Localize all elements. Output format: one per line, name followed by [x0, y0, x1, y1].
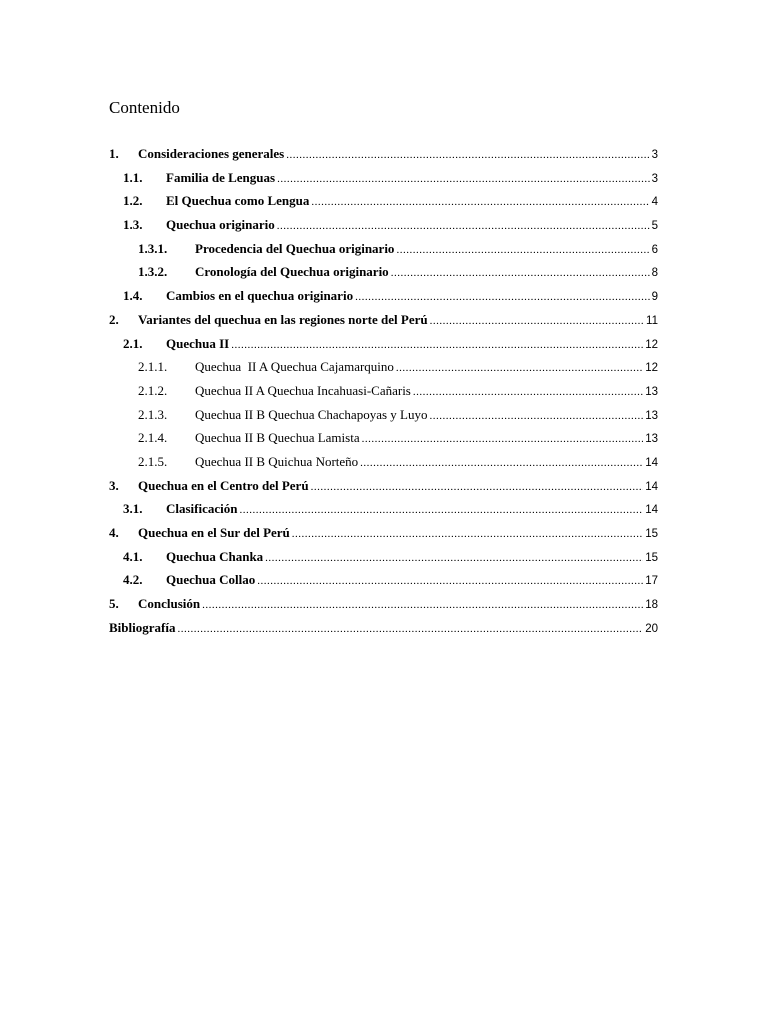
- toc-entry-page: 12: [645, 362, 658, 375]
- toc-entry[interactable]: [109, 193, 658, 217]
- toc-leader-dots: [311, 196, 649, 208]
- toc-entry-number: 1.3.1.: [138, 240, 168, 256]
- toc-entry-number: 2.1.: [123, 335, 143, 351]
- toc-entry-number: 2.1.4.: [138, 430, 168, 446]
- toc-leader-dots: [177, 623, 643, 635]
- toc-entry-page: 20: [645, 622, 658, 635]
- toc-entry-page: 17: [645, 575, 658, 588]
- toc-entry-page: 14: [645, 504, 658, 517]
- toc-entry-number: 1.2.: [123, 193, 143, 209]
- toc-entry-number: 3.1.: [123, 501, 143, 517]
- toc-entry-title: Quechua II B Quichua Norteño: [195, 453, 359, 469]
- toc-entry-title: Quechua II A Quechua Cajamarquino: [195, 359, 394, 375]
- toc-entry-page: 13: [645, 409, 658, 422]
- toc-entry-title: Clasificación: [166, 501, 238, 517]
- toc-entry-number: 4.: [109, 525, 119, 540]
- toc-leader-dots: [360, 457, 643, 469]
- toc-entry-title: Consideraciones generales: [138, 146, 285, 161]
- toc-entry[interactable]: [109, 217, 658, 241]
- toc-entry-number: 1.1.: [123, 169, 143, 185]
- toc-entry-title: Quechua II B Quechua Chachapoyas y Luyo: [195, 406, 428, 422]
- toc-entry-number: 1.: [109, 146, 119, 161]
- toc-leader-dots: [277, 220, 650, 232]
- toc-leader-dots: [292, 528, 643, 540]
- toc-entry[interactable]: [109, 454, 658, 478]
- toc-entry-title: Bibliografía: [109, 619, 176, 635]
- toc-leader-dots: [265, 552, 643, 564]
- toc-entry[interactable]: [109, 383, 658, 407]
- toc-entry-page: 4: [651, 196, 658, 209]
- toc-entry-page: 5: [651, 220, 658, 233]
- toc-entry-number: 3.: [109, 477, 119, 493]
- toc-entry-number: 4.1.: [123, 548, 143, 564]
- toc-entry-page: 14: [645, 456, 658, 469]
- toc-leader-dots: [429, 410, 643, 422]
- toc-entry-number: 1.3.: [123, 217, 143, 233]
- toc-entry[interactable]: [109, 312, 658, 336]
- toc-entry-title: Procedencia del Quechua originario: [195, 240, 395, 256]
- toc-entry[interactable]: [109, 525, 658, 549]
- toc-title: Contenido: [109, 98, 180, 117]
- toc-entry-number: 2.1.5.: [138, 453, 168, 469]
- toc-entry-page: 11: [646, 314, 658, 327]
- toc-entry-title: Quechua Chanka: [166, 548, 264, 564]
- toc-entry[interactable]: [109, 572, 658, 596]
- toc-entry[interactable]: [109, 146, 658, 170]
- toc-entry[interactable]: [109, 478, 658, 502]
- toc-entry-title: Quechua Collao: [166, 572, 256, 588]
- toc-entry-title: El Quechua como Lengua: [166, 193, 310, 209]
- toc-entry-title: Cambios en el quechua originario: [166, 288, 354, 304]
- toc-entry[interactable]: [109, 241, 658, 265]
- toc-leader-dots: [396, 362, 643, 374]
- toc-entry[interactable]: [109, 430, 658, 454]
- toc-leader-dots: [391, 267, 650, 279]
- toc-entry[interactable]: [109, 620, 658, 644]
- toc-entry-title: Familia de Lenguas: [166, 169, 276, 185]
- toc-entry-title: Quechua II: [166, 335, 230, 351]
- toc-leader-dots: [257, 575, 643, 587]
- toc-entry-title: Quechua II A Quechua Incahuasi-Cañaris: [195, 382, 411, 398]
- toc-entry-page: 12: [645, 338, 658, 351]
- toc-leader-dots: [430, 315, 644, 327]
- toc-entry[interactable]: [109, 264, 658, 288]
- toc-entry-title: Quechua originario: [166, 217, 275, 233]
- toc-leader-dots: [240, 504, 644, 516]
- toc-leader-dots: [396, 244, 649, 256]
- toc-entry-title: Quechua II B Quechua Lamista: [195, 430, 360, 446]
- toc-entry[interactable]: [109, 549, 658, 573]
- toc-entry-number: 1.3.2.: [138, 264, 168, 280]
- table-of-contents: [109, 146, 658, 643]
- toc-entry-number: 2.1.1.: [138, 359, 168, 375]
- toc-leader-dots: [231, 339, 643, 351]
- toc-entry[interactable]: [109, 170, 658, 194]
- toc-entry[interactable]: [109, 288, 658, 312]
- toc-entry-title: Variantes del quechua en las regiones norte del Perú: [138, 311, 428, 327]
- toc-entry[interactable]: [109, 336, 658, 360]
- toc-entry-title: Cronología del Quechua originario: [195, 264, 389, 280]
- toc-entry-page: 3: [651, 149, 658, 161]
- toc-entry-page: 15: [645, 551, 658, 564]
- toc-leader-dots: [277, 173, 650, 185]
- toc-entry-page: 9: [651, 291, 658, 304]
- toc-entry-number: 5.: [109, 596, 119, 612]
- toc-entry-page: 18: [645, 599, 658, 612]
- toc-entry-page: 3: [651, 172, 658, 185]
- toc-entry-number: 2.: [109, 311, 119, 327]
- toc-entry[interactable]: [109, 359, 658, 383]
- toc-entry-page: 15: [645, 528, 658, 540]
- toc-leader-dots: [355, 291, 650, 303]
- toc-entry-page: 14: [645, 480, 658, 493]
- toc-entry-page: 8: [651, 267, 658, 280]
- toc-leader-dots: [362, 433, 644, 445]
- toc-leader-dots: [311, 481, 644, 493]
- toc-entry[interactable]: [109, 407, 658, 431]
- toc-entry-number: 1.4.: [123, 288, 143, 304]
- toc-entry-page: 13: [645, 385, 658, 398]
- toc-entry-number: 4.2.: [123, 572, 143, 588]
- toc-entry[interactable]: [109, 596, 658, 620]
- toc-entry-number: 2.1.3.: [138, 406, 168, 422]
- toc-leader-dots: [202, 599, 643, 611]
- toc-entry-title: Quechua en el Sur del Perú: [138, 525, 290, 540]
- toc-entry-page: 6: [651, 243, 658, 256]
- toc-entry-title: Quechua en el Centro del Perú: [138, 477, 309, 493]
- toc-entry[interactable]: [109, 501, 658, 525]
- toc-entry-page: 13: [645, 433, 658, 446]
- toc-entry-title: Conclusión: [138, 596, 201, 612]
- toc-leader-dots: [413, 386, 643, 398]
- toc-entry-number: 2.1.2.: [138, 382, 168, 398]
- toc-leader-dots: [286, 149, 649, 161]
